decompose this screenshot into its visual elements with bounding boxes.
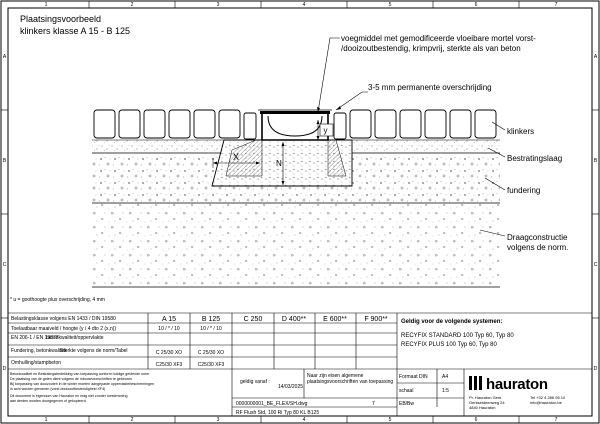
geldig-label: geldig vanaf :: [240, 379, 270, 385]
row-fundering-sub: Sterkte volgens de norm/Tabel: [60, 348, 128, 354]
frame-mark-top-1: 1: [44, 2, 48, 8]
company-address-2: Gentsesteenweg 24: [469, 400, 505, 405]
format-value: A4: [442, 374, 449, 380]
note-6: aan derden worden doorgegeven of gekopieerd: [10, 399, 86, 403]
frame-mark-bottom-2: 2: [130, 417, 134, 423]
geldig-value: 14/03/2025: [278, 384, 304, 390]
note-4: in acht worden genomen (vorst-dooizoutbestendigheid XF4): [10, 387, 106, 391]
annotation-draagconstructie-line1: Draagconstructie: [507, 233, 568, 242]
frame-mark-top-5: 5: [388, 2, 392, 8]
schaal-value: 1:5: [442, 388, 449, 394]
concrete-a15-omhulling: C25/30 XF3: [155, 362, 183, 368]
company-address-1: Pr. Hauraton Gem.: [469, 395, 503, 400]
description-line2: plaatsingsvoorschriften van toepassing: [307, 379, 394, 385]
company-name: hauraton: [486, 376, 548, 393]
class-e600: E 600**: [323, 316, 347, 323]
frame-mark-left-d: D: [2, 366, 7, 372]
concrete-a15-fundering: C 25/30 XO: [155, 350, 183, 356]
frame-mark-bottom-6: 6: [474, 417, 478, 423]
sheet-number: 7: [372, 401, 375, 407]
schaal-label: schaal: [399, 388, 414, 394]
frame-mark-bottom-7: 7: [554, 417, 558, 423]
validity-line1: RECYFIX STANDARD 100 Typ 60, Typ 80: [401, 333, 514, 339]
annotation-fundering: fundering: [507, 186, 541, 195]
annotation-klinkers: klinkers: [507, 127, 535, 136]
description-line1: Naar zijn eisen algemene: [307, 373, 364, 379]
frame-mark-top-3: 3: [216, 2, 220, 8]
dims-a15: 10 / * / 10: [158, 326, 180, 332]
file-name: 0000000001_BE_FLEX/SH.dwg: [236, 401, 308, 407]
annotation-overschrijding: 3-5 mm permanente overschrijding: [368, 83, 492, 92]
company-address-3: 4840 Hauraton: [469, 405, 496, 410]
frame-mark-right-b: B: [593, 158, 598, 164]
channel-profile: [268, 116, 322, 136]
klinkers-left: [94, 110, 256, 139]
frame-mark-left-a: A: [2, 54, 7, 60]
cross-section: [92, 110, 500, 287]
company-phone: Tel +32 4 286 95 10: [530, 395, 566, 400]
footnote: * u = goothoogte plus overschrijding, 4 mm: [10, 297, 105, 303]
class-c250: C 250: [243, 316, 263, 323]
class-d400: D 400**: [281, 316, 307, 323]
note-3: Bij toepassing van dooizouten in de winter moeten aangepaste oppervlaktebeschermingen: [10, 382, 155, 386]
frame-mark-left-c: C: [2, 262, 7, 268]
frame-mark-top-6: 6: [474, 2, 478, 8]
ebbw-label: EB/Bw: [399, 401, 415, 407]
annotation-voegmiddel-line1: voegmiddel met gemodificeerde vloeibare mortel vorst-: [341, 34, 536, 43]
annotation-bestratingslaag: Bestratingslaag: [507, 154, 563, 163]
frame-mark-top-7: 7: [554, 2, 558, 8]
channel-grate: [260, 111, 330, 114]
frame-mark-bottom-4: 4: [302, 417, 306, 423]
row-fundering-label: Fundering, betonkwaliteit: [11, 348, 67, 354]
frame-mark-right-a: A: [593, 54, 598, 60]
company-email: info@hauraton.be: [530, 400, 562, 405]
dimension-n-label: N: [276, 159, 282, 168]
drawing-title-line1: Plaatsingsvoorbeeld: [20, 14, 102, 24]
annotation-draagconstructie-line2: volgens de norm.: [507, 243, 569, 252]
hauraton-logo-icon: [469, 376, 482, 390]
frame-mark-bottom-1: 1: [44, 417, 48, 423]
klinkers-right: [334, 110, 496, 139]
frame-mark-top-2: 2: [130, 2, 134, 8]
row-belastingsklasse-label: Belastingsklasse volgens EN 1433 / DIN 19580: [11, 316, 116, 322]
concrete-b125-fundering: C 25/30 XO: [197, 350, 225, 356]
frame-mark-right-c: C: [593, 262, 598, 268]
drawing-title-line2: klinkers klasse A 15 - B 125: [20, 26, 131, 36]
row-omhulling-label: Omhulling/stampbeton: [11, 360, 62, 366]
drawing-code: RF Flush Std, 100 Ri Typ 80 KL B125: [236, 410, 320, 416]
row-maaiveld-label: Toelaatbaar maaiveld / hoogte (y / 4 dto 2 (x,n)): [11, 326, 117, 332]
class-b125: B 125: [201, 316, 221, 323]
frame-mark-left-b: B: [2, 158, 7, 164]
validity-heading: Geldig voor de volgende systemen:: [401, 319, 503, 325]
format-label: Formaat DIN: [399, 374, 428, 380]
draagconstructie-layer: [92, 203, 500, 287]
frame-mark-bottom-5: 5: [388, 417, 392, 423]
concrete-b125-omhulling: C25/30 XF3: [197, 362, 225, 368]
note-2: De plaatsing van de goten dient volgens de inbouwvoorschriften te gebeuren: [10, 377, 133, 381]
frame-mark-bottom-3: 3: [216, 417, 220, 423]
dimension-y-label: y: [323, 126, 328, 135]
note-5: Dit document is eigendom van Hauraton en mag niet zonder toestemming: [10, 394, 128, 398]
frame-mark-top-4: 4: [302, 2, 306, 8]
dimension-x-label: X: [232, 152, 240, 162]
frame-mark-right-d: D: [593, 366, 598, 372]
validity-line2: RECYFIX PLUS 100 Typ 60, Typ 80: [401, 342, 497, 348]
row-en206-label: EN 206-1 / EN 13877: [11, 335, 59, 341]
class-a15: A 15: [161, 316, 177, 323]
class-f900: F 900**: [364, 316, 388, 323]
dims-b125: 10 / * / 10: [200, 326, 222, 332]
note-1: Betonkwaliteit en Bestratingsbedekking van toepassing conform huidige geldende norm: [10, 372, 150, 376]
row-en206-sub: betonkwaliteit/oppervlakte: [46, 335, 104, 341]
annotation-voegmiddel-line2: /dooizoutbestendig, krimpvrij, sterkte als van beton: [341, 44, 521, 53]
